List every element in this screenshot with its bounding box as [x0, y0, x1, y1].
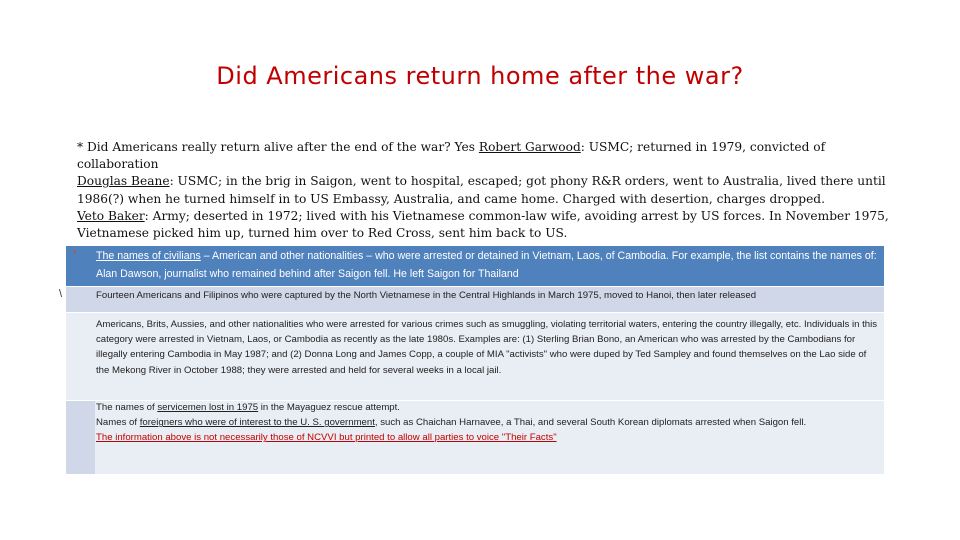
intro-text-block: [77, 139, 889, 242]
disclaimer-link[interactable]: The information above is not necessarily those of NCVVI but printed to allow all parties to voice "Their Facts": [96, 432, 557, 444]
row-content-cell: [95, 400, 884, 474]
civilians-text: – American and other nationalities – who were arrested or detained in Vietnam, Laos, of Cambodia. For example, the list contains the names of: Alan Dawson, journalist who remained behind after Saigon fell. He left Saigon for Thailand: [96, 250, 877, 280]
foreigners-prefix: Names of: [96, 417, 140, 429]
baker-details: : Army; deserted in 1972; lived with his Vietnamese common-law wife, avoiding arrest by US forces. In November 1975, Vietnamese picked him up, turned him over to Red Cross, sent him back to US.: [77, 208, 889, 241]
beane-paragraph: [77, 173, 889, 207]
baker-link[interactable]: Veto Baker: [77, 208, 145, 223]
row-divider: [66, 400, 884, 401]
civilians-link[interactable]: The names of civilians: [96, 250, 201, 262]
slide-title: Did Americans return home after the war?: [216, 62, 744, 90]
beane-link[interactable]: Douglas Beane: [77, 174, 170, 189]
table-row: [66, 312, 884, 400]
servicemen-suffix: in the Mayaguez rescue attempt.: [258, 402, 400, 413]
margin-mark: \: [59, 288, 63, 300]
row-content-cell: Americans, Brits, Aussies, and other nationalities who were arrested for various crimes such as smuggling, violating territorial waters, entering the country illegally, etc. Individuals in this category were arrested in Vietnam, Laos, or Cambodia as recently as the late 1980s. Examples are: (1) Sterling Brian Bono, an American who was arrested by the Cambodians for illegally entering Cambodia in May 1987; and (2) Donna Long and James Copp, a couple of MIA "activists" who were duped by Ted Sampley and found themselves on the Lao side of the Mekong River in October 1988; they were arrested and held for several weeks in a local jail.: [95, 312, 884, 400]
servicemen-line: [96, 400, 880, 415]
table-row: [66, 246, 884, 286]
row-marker-cell: [66, 400, 95, 474]
row-marker-cell: [66, 312, 95, 400]
row-divider: [66, 286, 884, 287]
table-row: [66, 400, 884, 474]
intro-question: * Did Americans really return alive after the end of the war? Yes: [77, 140, 479, 154]
info-table: [66, 246, 884, 474]
row-divider: [66, 312, 884, 313]
row-content-cell: [95, 246, 884, 286]
baker-paragraph: [77, 208, 889, 242]
garwood-details: : USMC; returned in 1979, convicted of collaboration: [77, 140, 826, 172]
row-content-cell: Fourteen Americans and Filipinos who were captured by the North Vietnamese in the Central Highlands in March 1975, moved to Hanoi, then later released: [95, 286, 884, 312]
bullet-icon: •: [73, 247, 77, 258]
garwood-link[interactable]: Robert Garwood: [478, 140, 581, 154]
foreigners-line: [96, 415, 880, 430]
beane-details: : USMC; in the brig in Saigon, went to hospital, escaped; got phony R&R orders, went to Australia, lived there until 1986(?) when he turned himself in to US Embassy, Australia, and came home. Charged with desertion, charges dropped.: [77, 174, 886, 206]
row-marker-cell: [66, 246, 95, 286]
row-marker-cell: [66, 286, 95, 312]
servicemen-link[interactable]: servicemen lost in 1975: [157, 402, 259, 413]
intro-paragraph: [77, 139, 889, 173]
servicemen-prefix: The names of: [96, 402, 158, 413]
foreigners-link[interactable]: foreigners who were of interest to the U. S. government: [139, 417, 375, 429]
foreigners-suffix: , such as Chaichan Harnavee, a Thai, and several South Korean diplomats arrested when Saigon fell.: [374, 417, 807, 429]
table-row: [66, 286, 884, 312]
